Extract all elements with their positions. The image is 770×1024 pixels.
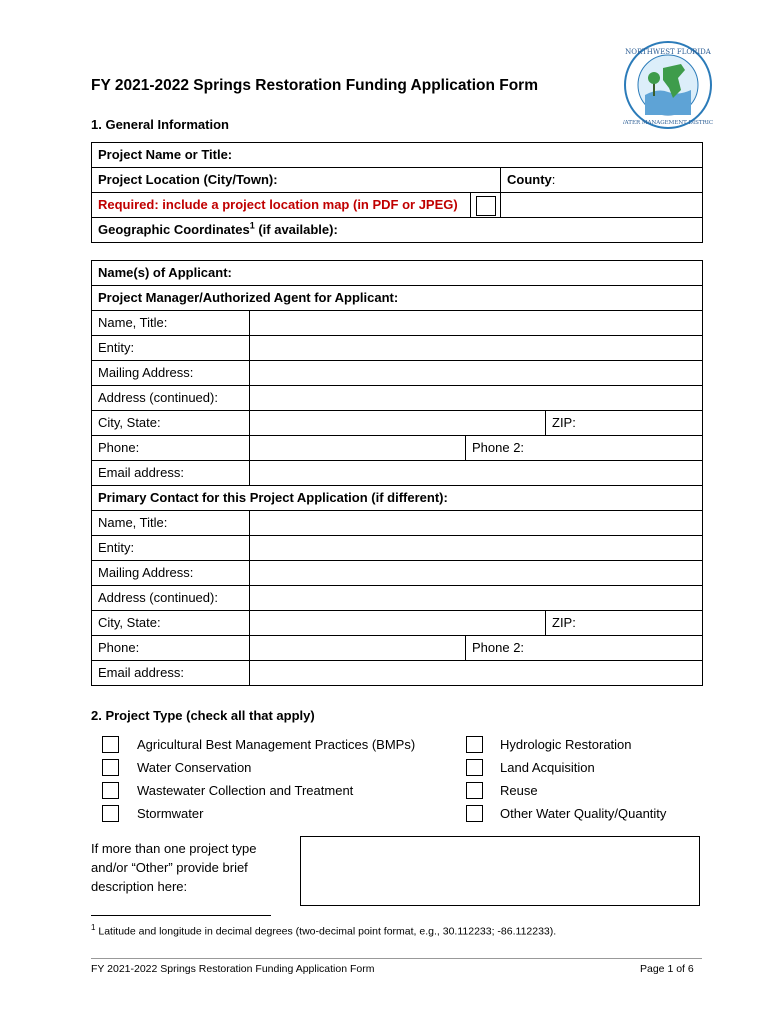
contact-entity-label: Entity: [92,536,250,561]
checkbox-hydrologic[interactable] [466,736,483,753]
general-info-table [91,142,703,243]
county-field[interactable]: County: [501,168,703,193]
label-water-conservation: Water Conservation [137,760,252,775]
manager-name-label: Name, Title: [92,311,250,336]
district-logo [623,40,713,130]
manager-email-label: Email address: [92,461,250,486]
label-stormwater: Stormwater [137,806,204,821]
manager-heading: Project Manager/Authorized Agent for Applicant: [92,286,703,311]
project-location-field[interactable]: Project Location (City/Town): [92,168,501,193]
label-wastewater: Wastewater Collection and Treatment [137,783,354,798]
contact-city-input[interactable] [250,611,546,636]
section-general-heading: 1. General Information [91,117,229,132]
checkbox-bmps[interactable] [102,736,119,753]
manager-phone-label: Phone: [92,436,250,461]
page-number: Page 1 of 6 [640,963,694,975]
contact-phone-input[interactable] [250,636,466,661]
manager-address2-label: Address (continued): [92,386,250,411]
contact-zip-field[interactable]: ZIP: [546,611,703,636]
contact-phone2-field[interactable]: Phone 2: [466,636,703,661]
footer-divider [91,958,702,959]
label-bmps: Agricultural Best Management Practices (BMPs) [137,737,416,752]
contact-address2-input[interactable] [250,586,703,611]
applicant-names-field[interactable]: Name(s) of Applicant: [92,261,703,286]
svg-text:WATER MANAGEMENT DISTRICT: WATER MANAGEMENT DISTRICT [623,120,713,126]
manager-name-input[interactable] [250,311,703,336]
manager-address2-input[interactable] [250,386,703,411]
empty-cell [501,193,703,218]
manager-mailing-label: Mailing Address: [92,361,250,386]
label-land-acquisition: Land Acquisition [500,760,595,775]
project-name-field[interactable]: Project Name or Title: [92,143,703,168]
manager-mailing-input[interactable] [250,361,703,386]
contact-email-input[interactable] [250,661,703,686]
applicant-table [91,260,703,686]
manager-city-label: City, State: [92,411,250,436]
page-title: FY 2021-2022 Springs Restoration Funding Application Form [91,77,538,94]
contact-phone-label: Phone: [92,636,250,661]
checkbox-wastewater[interactable] [102,782,119,799]
footer-title: FY 2021-2022 Springs Restoration Funding Application Form [91,963,375,975]
contact-heading: Primary Contact for this Project Application (if different): [92,486,703,511]
section-project-type-heading: 2. Project Type (check all that apply) [91,708,315,723]
required-map-note: Required: include a project location map (in PDF or JPEG) [92,193,471,218]
checkbox-reuse[interactable] [466,782,483,799]
contact-city-label: City, State: [92,611,250,636]
contact-email-label: Email address: [92,661,250,686]
footnote-divider [91,915,271,916]
contact-mailing-label: Mailing Address: [92,561,250,586]
label-hydrologic: Hydrologic Restoration [500,737,632,752]
contact-address2-label: Address (continued): [92,586,250,611]
contact-name-input[interactable] [250,511,703,536]
manager-entity-label: Entity: [92,336,250,361]
manager-zip-field[interactable]: ZIP: [546,411,703,436]
contact-mailing-input[interactable] [250,561,703,586]
manager-entity-input[interactable] [250,336,703,361]
geographic-coordinates-field[interactable]: Geographic Coordinates$^1$ (if available): [92,218,703,243]
label-other: Other Water Quality/Quantity [500,806,667,821]
manager-city-input[interactable] [250,411,546,436]
svg-text:NORTHWEST FLORIDA: NORTHWEST FLORIDA [625,48,711,56]
manager-phone2-field[interactable]: Phone 2: [466,436,703,461]
description-textarea[interactable] [300,836,700,906]
checkbox-water-conservation[interactable] [102,759,119,776]
label-reuse: Reuse [500,783,538,798]
manager-phone-input[interactable] [250,436,466,461]
location-map-checkbox[interactable] [471,193,501,218]
checkbox-stormwater[interactable] [102,805,119,822]
checkbox-land-acquisition[interactable] [466,759,483,776]
footnote: $^1$ Latitude and longitude in decimal degrees (two-decimal point format, e.g., 30.112233; -86.112233). [91,923,557,938]
description-prompt: If more than one project type and/or “Other” provide brief description here: [91,841,257,894]
contact-entity-input[interactable] [250,536,703,561]
checkbox-other[interactable] [466,805,483,822]
manager-email-input[interactable] [250,461,703,486]
contact-name-label: Name, Title: [92,511,250,536]
